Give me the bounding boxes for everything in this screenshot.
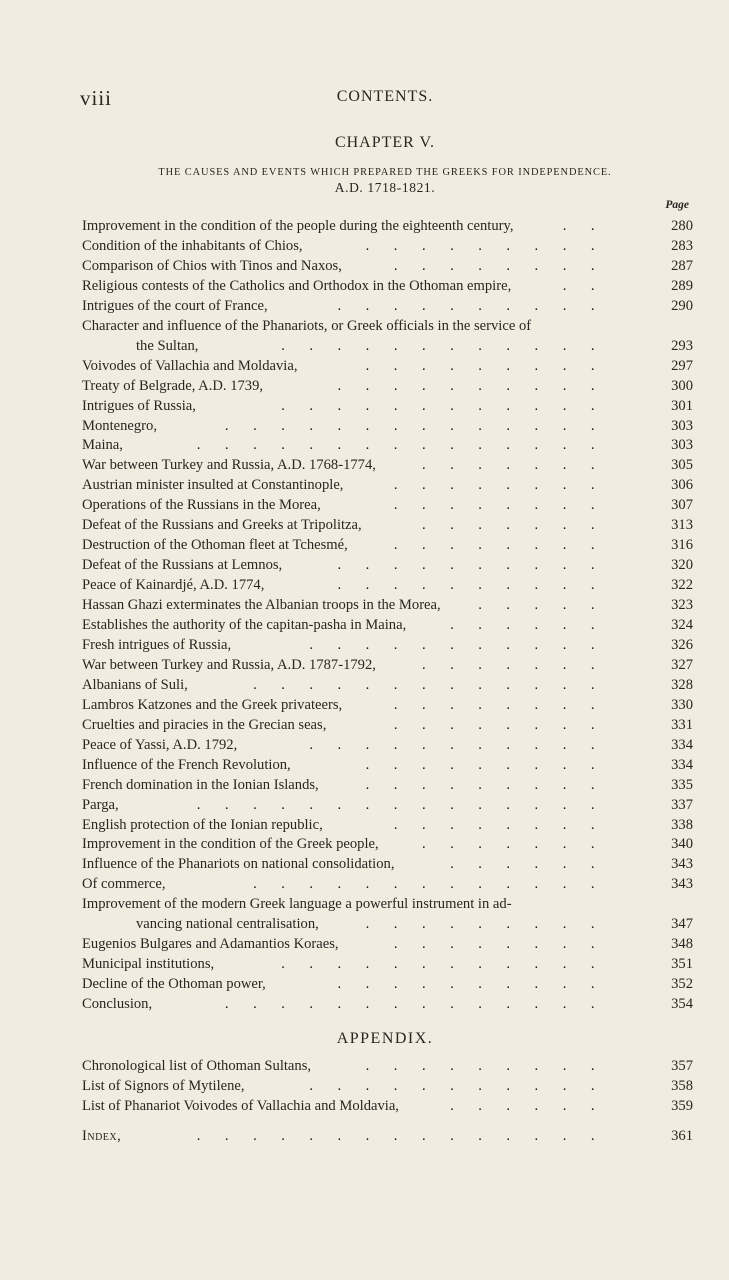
toc-entry-title: Cruelties and piracies in the Grecian seas, bbox=[82, 716, 327, 733]
leader-dots: ....... bbox=[421, 457, 619, 474]
toc-entry-title: Treaty of Belgrade, A.D. 1739, bbox=[82, 377, 264, 394]
leader-dots: ......... bbox=[365, 357, 619, 374]
index-row bbox=[82, 1126, 693, 1146]
leader-dots: ........... bbox=[309, 1077, 619, 1094]
leader-dots: ......... bbox=[365, 916, 619, 933]
toc-entry-page: 322 bbox=[671, 577, 693, 594]
toc-entry-title: Conclusion, bbox=[82, 996, 153, 1013]
toc-entry bbox=[82, 336, 693, 356]
toc-entry-title: Character and influence of the Phanariots, or Greek officials in the service of bbox=[82, 317, 532, 334]
toc-entry-page: 348 bbox=[671, 936, 693, 953]
leader-dots: ............... bbox=[196, 437, 619, 454]
toc-entry bbox=[82, 775, 693, 795]
toc-entry bbox=[82, 934, 693, 954]
toc-entry-title: Decline of the Othoman power, bbox=[82, 976, 266, 993]
toc-entry-page: 352 bbox=[671, 976, 693, 993]
toc-entry-page: 338 bbox=[671, 816, 693, 833]
toc-entry bbox=[82, 316, 693, 336]
toc-entry-page: 327 bbox=[671, 656, 693, 673]
toc-entry bbox=[82, 994, 693, 1014]
chapter-dates: A.D. 1718-1821. bbox=[334, 180, 436, 195]
toc-entry bbox=[82, 595, 693, 615]
toc-entry-title: Improvement in the condition of the Greek people, bbox=[82, 836, 379, 853]
leader-dots: ...... bbox=[450, 1097, 619, 1114]
page-column-label: Page bbox=[665, 199, 689, 211]
leader-dots: ....... bbox=[421, 517, 619, 534]
leader-dots: ........ bbox=[393, 257, 619, 274]
toc-entry-page: 326 bbox=[671, 636, 693, 653]
toc-entry-page: 303 bbox=[671, 437, 693, 454]
toc-entry bbox=[82, 834, 693, 854]
toc-entry-title: Defeat of the Russians and Greeks at Tripolitza, bbox=[82, 517, 362, 534]
leader-dots: .......... bbox=[337, 577, 619, 594]
toc-entry-page: 305 bbox=[671, 457, 693, 474]
appendix-title: APPENDIX. bbox=[336, 1030, 434, 1047]
toc-entry-page: 354 bbox=[671, 996, 693, 1013]
toc-entry bbox=[82, 655, 693, 675]
toc-entry bbox=[82, 675, 693, 695]
leader-dots: ....... bbox=[421, 836, 619, 853]
toc-entry-title: Influence of the Phanariots on national consolidation, bbox=[82, 856, 395, 873]
leader-dots: ......... bbox=[365, 237, 619, 254]
leader-dots: ............. bbox=[253, 676, 619, 693]
leader-dots: ..... bbox=[478, 597, 619, 614]
chapter-title: CHAPTER V. bbox=[334, 134, 436, 151]
leader-dots: ....... bbox=[421, 656, 619, 673]
toc-entry-title: Maina, bbox=[82, 437, 123, 454]
toc-entry-page: 323 bbox=[671, 597, 693, 614]
leader-dots: .............. bbox=[224, 417, 619, 434]
toc-entry bbox=[82, 495, 693, 515]
leader-dots: ............ bbox=[281, 337, 619, 354]
toc-entry-title: Lambros Katzones and the Greek privateers, bbox=[82, 696, 343, 713]
toc-entry bbox=[82, 635, 693, 655]
toc-entry bbox=[82, 396, 693, 416]
toc-entry bbox=[82, 416, 693, 436]
toc-entry-page: 316 bbox=[671, 537, 693, 554]
toc-entry-title: List of Signors of Mytilene, bbox=[82, 1077, 245, 1094]
toc-entry-page: 287 bbox=[671, 257, 693, 274]
toc-entry bbox=[82, 356, 693, 376]
leader-dots: .. bbox=[562, 218, 619, 234]
leader-dots: ......... bbox=[365, 776, 619, 793]
toc-entry bbox=[82, 954, 693, 974]
page-header bbox=[80, 86, 690, 112]
toc-entry bbox=[82, 555, 693, 575]
toc-entry bbox=[82, 236, 693, 256]
toc-entry-page: 320 bbox=[671, 557, 693, 574]
toc-entry-title: Voivodes of Vallachia and Moldavia, bbox=[82, 357, 298, 374]
toc-entry-page: 351 bbox=[671, 956, 693, 973]
toc-entry-title: Establishes the authority of the capitan-pasha in Maina, bbox=[82, 617, 407, 633]
toc-entry-title: Religious contests of the Catholics and Orthodox in the Othoman empire, bbox=[82, 277, 512, 294]
toc-entry bbox=[82, 296, 693, 316]
toc-entry-title: Municipal institutions, bbox=[82, 956, 215, 973]
toc-entry-title: War between Turkey and Russia, A.D. 1787-1792, bbox=[82, 656, 376, 673]
toc-entry bbox=[82, 475, 693, 495]
toc-entry bbox=[82, 276, 693, 296]
toc-entry-page: 343 bbox=[671, 856, 693, 873]
toc-entry bbox=[82, 894, 693, 914]
leader-dots: ........... bbox=[309, 736, 619, 753]
toc-entry-page: 313 bbox=[671, 517, 693, 534]
toc-entry bbox=[82, 535, 693, 555]
toc-entry-page: 347 bbox=[671, 916, 693, 933]
leader-dots: ........ bbox=[393, 696, 619, 713]
toc-entry-page: 300 bbox=[671, 377, 693, 394]
toc-entry bbox=[82, 455, 693, 475]
toc-entry-title: Of commerce, bbox=[82, 876, 166, 893]
toc-entry-page: 290 bbox=[671, 297, 693, 314]
leader-dots: ........ bbox=[393, 716, 619, 733]
toc-entry-page: 324 bbox=[671, 617, 693, 633]
toc-entry-page: 340 bbox=[671, 836, 693, 853]
appendix-entry bbox=[82, 1056, 693, 1076]
toc-entry-title: Peace of Yassi, A.D. 1792, bbox=[82, 736, 238, 753]
toc-entry-page: 334 bbox=[671, 736, 693, 753]
toc-entry-title: Comparison of Chios with Tinos and Naxos, bbox=[82, 257, 342, 274]
appendix-entry bbox=[82, 1076, 693, 1096]
running-title: CONTENTS. bbox=[336, 88, 434, 105]
toc-entry-title: Improvement in the condition of the people during the eighteenth century, bbox=[82, 218, 514, 234]
toc-entry bbox=[82, 376, 693, 396]
toc-entry bbox=[82, 515, 693, 535]
leader-dots: ........ bbox=[393, 497, 619, 514]
leader-dots: ........... bbox=[309, 636, 619, 653]
page-number: viii bbox=[80, 86, 113, 110]
toc-entry bbox=[82, 216, 693, 236]
toc-entry-title: Eugenios Bulgares and Adamantios Koraes, bbox=[82, 936, 339, 953]
toc-entry-continuation: the Sultan, bbox=[136, 337, 199, 354]
toc-entry-page: 331 bbox=[671, 716, 693, 733]
leader-dots: ........ bbox=[393, 537, 619, 554]
toc-entry-page: 307 bbox=[671, 497, 693, 514]
toc-entry-page: 359 bbox=[671, 1097, 693, 1114]
leader-dots: ......... bbox=[365, 1058, 619, 1074]
appendix-entry bbox=[82, 1096, 693, 1116]
toc-entry bbox=[82, 795, 693, 815]
toc-entry-title: English protection of the Ionian republic, bbox=[82, 816, 323, 833]
toc-entry-page: 283 bbox=[671, 237, 693, 254]
toc-entry-title: Intrigues of Russia, bbox=[82, 397, 196, 414]
leader-dots: .. bbox=[562, 277, 619, 294]
toc-entry-page: 361 bbox=[671, 1128, 693, 1144]
toc-entry-page: 301 bbox=[671, 397, 693, 414]
toc-entry bbox=[82, 575, 693, 595]
toc-entry-page: 297 bbox=[671, 357, 693, 374]
leader-dots: ............... bbox=[196, 1128, 619, 1144]
leader-dots: ......... bbox=[365, 756, 619, 773]
toc-entry bbox=[82, 815, 693, 835]
toc-entry bbox=[82, 755, 693, 775]
toc-entry-page: 280 bbox=[671, 218, 693, 234]
toc-entry-title: Austrian minister insulted at Constantinople, bbox=[82, 477, 344, 494]
toc-entry-page: 330 bbox=[671, 696, 693, 713]
toc-entry bbox=[82, 615, 693, 635]
toc-entry-page: 293 bbox=[671, 337, 693, 354]
toc-entry-title: Improvement of the modern Greek language a powerful instrument in ad- bbox=[82, 896, 512, 913]
toc-entry bbox=[82, 854, 693, 874]
toc-entry-page: 335 bbox=[671, 776, 693, 793]
toc-entry-page: 337 bbox=[671, 796, 693, 813]
toc-entry-title: Albanians of Suli, bbox=[82, 676, 188, 693]
toc-entry-title: Condition of the inhabitants of Chios, bbox=[82, 237, 303, 254]
toc-entry bbox=[82, 914, 693, 934]
toc-entry bbox=[82, 715, 693, 735]
toc-entry-page: 358 bbox=[671, 1077, 693, 1094]
leader-dots: ...... bbox=[450, 856, 619, 873]
leader-dots: ............ bbox=[281, 397, 619, 414]
toc-entry bbox=[82, 435, 693, 455]
leader-dots: ........ bbox=[393, 477, 619, 494]
toc-entry-page: 303 bbox=[671, 417, 693, 434]
leader-dots: .......... bbox=[337, 377, 619, 394]
toc-entry bbox=[82, 874, 693, 894]
toc-entry-title: Peace of Kainardjé, A.D. 1774, bbox=[82, 577, 265, 594]
toc-entry-title: French domination in the Ionian Islands, bbox=[82, 776, 319, 793]
toc-entry-page: 343 bbox=[671, 876, 693, 893]
toc-entry-title: Montenegro, bbox=[82, 417, 157, 434]
leader-dots: .............. bbox=[224, 996, 619, 1013]
toc-entry-title: Influence of the French Revolution, bbox=[82, 756, 291, 773]
leader-dots: ............... bbox=[196, 796, 619, 813]
leader-dots: .......... bbox=[337, 297, 619, 314]
leader-dots: .......... bbox=[337, 557, 619, 574]
toc-entry bbox=[82, 735, 693, 755]
toc-entry-page: 306 bbox=[671, 477, 693, 494]
toc-entry-page: 334 bbox=[671, 756, 693, 773]
toc-entry-title: Intrigues of the court of France, bbox=[82, 297, 268, 314]
toc-entry-title: Chronological list of Othoman Sultans, bbox=[82, 1058, 312, 1074]
toc-entry-title: Hassan Ghazi exterminates the Albanian troops in the Morea, bbox=[82, 597, 441, 614]
leader-dots: ............. bbox=[253, 876, 619, 893]
leader-dots: ........ bbox=[393, 816, 619, 833]
toc-entry-page: 289 bbox=[671, 277, 693, 294]
toc-entry-title: Operations of the Russians in the Morea, bbox=[82, 497, 321, 514]
chapter-subtitle: THE CAUSES AND EVENTS WHICH PREPARED THE GREEKS FOR INDEPENDENCE. bbox=[158, 167, 612, 178]
toc-entry bbox=[82, 256, 693, 276]
toc-entry-title: War between Turkey and Russia, A.D. 1768-1774, bbox=[82, 457, 376, 474]
toc-entry-title: List of Phanariot Voivodes of Vallachia and Moldavia, bbox=[82, 1097, 399, 1114]
toc-entry bbox=[82, 695, 693, 715]
leader-dots: ...... bbox=[450, 617, 619, 633]
leader-dots: ........ bbox=[393, 936, 619, 953]
toc-entry-continuation: vancing national centralisation, bbox=[136, 916, 319, 933]
toc-entry bbox=[82, 974, 693, 994]
toc-entry-title: Parga, bbox=[82, 796, 119, 813]
toc-entry-title: Defeat of the Russians at Lemnos, bbox=[82, 557, 283, 574]
leader-dots: ............ bbox=[281, 956, 619, 973]
toc-entry-title: Fresh intrigues of Russia, bbox=[82, 636, 232, 653]
leader-dots: .......... bbox=[337, 976, 619, 993]
toc-entry-page: 357 bbox=[671, 1058, 693, 1074]
toc-entry-page: 328 bbox=[671, 676, 693, 693]
toc-entry-title: Destruction of the Othoman fleet at Tchesmé, bbox=[82, 537, 348, 554]
toc-entry-title: Index, bbox=[82, 1128, 122, 1144]
